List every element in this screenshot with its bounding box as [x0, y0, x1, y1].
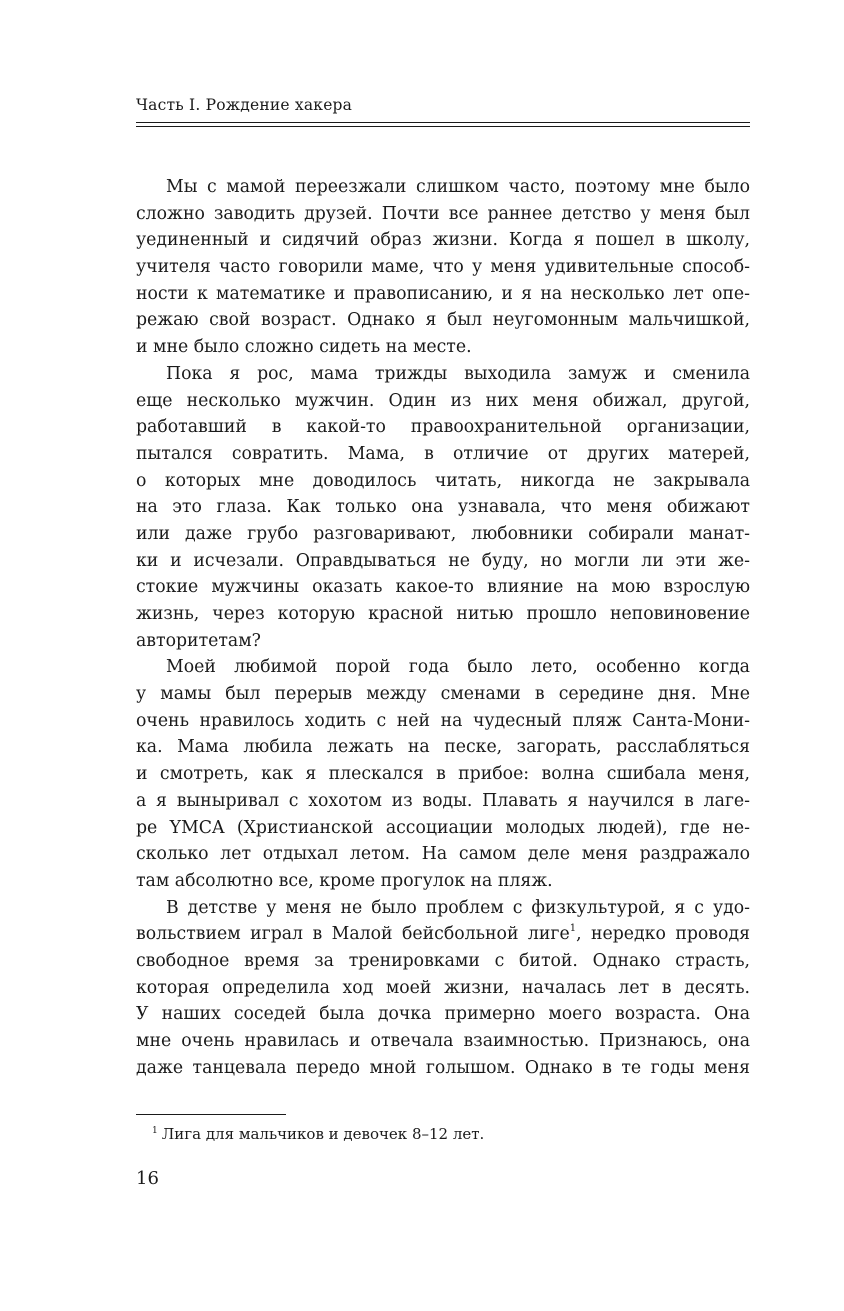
- footnote-marker: 1: [152, 1126, 158, 1136]
- text-line: даже танцевала передо мной голышом. Однако в те годы меня: [136, 1057, 750, 1078]
- footnote-reference: 1: [569, 923, 577, 935]
- paragraph-3: [136, 654, 750, 894]
- text-line-with-footnote: [136, 921, 750, 948]
- footnote-text: Лига для мальчиков и девочек 8–12 лет.: [161, 1125, 485, 1143]
- text-line: ности к математике и правописанию, и я на несколько лет опе-: [136, 283, 750, 304]
- text-line: жизнь, через которую красной нитью прошло неповиновение: [136, 604, 750, 624]
- text-line: там абсолютно все, кроме прогулок на пляж.: [136, 870, 553, 891]
- text-line: еще несколько мужчин. Один из них меня обижал, другой,: [136, 390, 750, 411]
- text-line: работавший в какой-то правоохранительной организации,: [136, 417, 750, 438]
- running-head: Часть I. Рождение хакера: [136, 96, 353, 114]
- text-line: у мамы был перерыв между сменами в середине дня. Мне: [136, 684, 750, 705]
- text-line: и мне было сложно сидеть на месте.: [136, 337, 472, 358]
- text-line: которая определила ход моей жизни, началась лет в десять.: [136, 977, 750, 998]
- text-line: о которых мне доводилось читать, никогда не закрывала: [136, 470, 750, 491]
- text-line: свободное время за тренировками с битой. Однако страсть,: [136, 950, 750, 971]
- text-line: сколько лет отдыхал летом. На самом деле меня раздражало: [136, 844, 750, 865]
- footnote-rule: [136, 1114, 286, 1115]
- paragraph-2: [136, 361, 750, 655]
- text-line: В детстве у меня не было проблем с физкультурой, я с удо-: [166, 897, 750, 918]
- body-text: [136, 174, 750, 1081]
- text-line: Моей любимой порой года было лето, особенно когда: [166, 657, 750, 678]
- header-double-rule: [136, 122, 750, 127]
- text-line: авторитетам?: [136, 630, 261, 651]
- text-line: мне очень нравилась и отвечала взаимностью. Признаюсь, она: [136, 1031, 750, 1051]
- text-line: ка. Мама любила лежать на песке, загорать, расслабляться: [136, 737, 750, 758]
- text-line: на это глаза. Как только она узнавала, что меня обижают: [136, 497, 750, 518]
- page-number: 16: [136, 1168, 159, 1189]
- text-line: ре YMCA (Христианской ассоциации молодых людей), где не-: [136, 817, 750, 838]
- footnote: [152, 1124, 484, 1144]
- text-line: У наших соседей была дочка примерно моего возраста. Она: [136, 1004, 750, 1025]
- text-line: стокие мужчины оказать какое-то влияние на мою взрослую: [136, 577, 750, 598]
- paragraph-4: [136, 895, 750, 1082]
- text-line: сложно заводить друзей. Почти все раннее детство у меня был: [136, 203, 750, 224]
- text-line: а я выныривал с хохотом из воды. Плавать я научился в лаге-: [136, 790, 750, 811]
- text-line: Пока я рос, мама трижды выходила замуж и сменила: [166, 363, 750, 384]
- paragraph-1: [136, 174, 750, 361]
- text-line: учителя часто говорили маме, что у меня удивительные способ-: [136, 257, 750, 278]
- text-line: ки и исчезали. Оправдываться не буду, но могли ли эти же-: [136, 550, 750, 571]
- text-line-tail: , нередко проводя: [576, 924, 750, 945]
- text-line: очень нравилось ходить с ней на чудесный пляж Санта-Мони-: [136, 710, 750, 731]
- text-line-head: вольствием играл в Малой бейсбольной лиге: [136, 924, 570, 945]
- text-line: и смотреть, как я плескался в прибое: волна сшибала меня,: [136, 764, 750, 785]
- text-line: или даже грубо разговаривают, любовники собирали манат-: [136, 523, 750, 544]
- text-line: режаю свой возраст. Однако я был неугомонным мальчишкой,: [136, 310, 750, 331]
- text-line: Мы с мамой переезжали слишком часто, поэтому мне было: [166, 177, 750, 197]
- text-line: пытался совратить. Мама, в отличие от других матерей,: [136, 443, 750, 464]
- text-line: уединенный и сидячий образ жизни. Когда я пошел в школу,: [136, 230, 750, 251]
